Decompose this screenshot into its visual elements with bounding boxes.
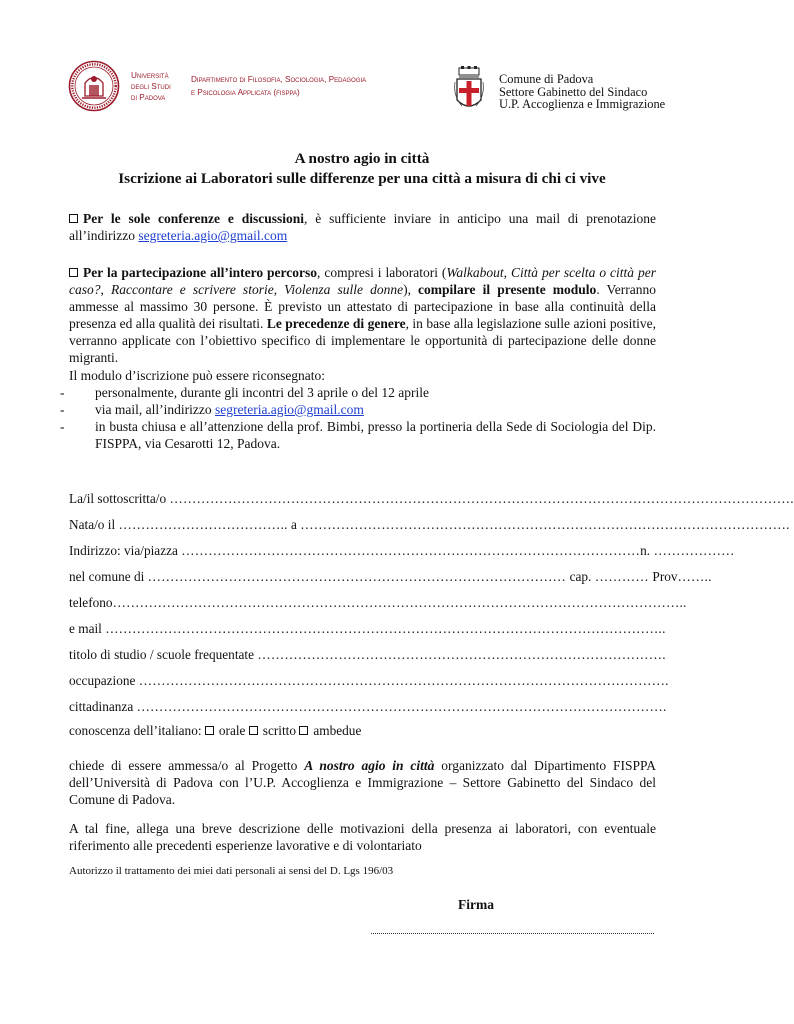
checkbox-ambedue[interactable] <box>299 726 308 735</box>
department-name: Dipartimento di Filosofia, Sociologia, Pedagogia e Psicologia Applicata (fisppa) <box>191 75 367 97</box>
checkbox-orale[interactable] <box>205 726 214 735</box>
privacy-consent: Autorizzo il trattamento dei miei dati personali ai sensi del D. Lgs 196/03 <box>69 865 394 877</box>
field-nato[interactable]: Nata/o il ……………………………….. a ………………………………………………………………………………………………. <box>69 517 790 532</box>
list-item: - in busta chiusa e all’attenzione della prof. Bimbi, presso la portineria della Sede di Sociologia del Dip. FISPPA, via Cesarotti 12, Padova. <box>60 419 656 451</box>
field-titolo-studio[interactable]: titolo di studio / scuole frequentate ………………………………………………………………………………. <box>69 647 666 662</box>
checkbox-icon <box>69 268 78 277</box>
padova-crest-icon <box>454 66 484 114</box>
checkbox-icon <box>69 214 78 223</box>
delivery-intro: Il modulo d’iscrizione può essere riconsegnato: <box>69 368 326 383</box>
list-item: - via mail, all’indirizzo segreteria.agio@gmail.com <box>60 402 364 417</box>
university-seal-icon <box>68 60 120 112</box>
field-sottoscritto[interactable]: La/il sottoscritta/o …………………………………………………………………………………………………………………………. <box>69 491 794 506</box>
field-comune[interactable]: nel comune di ………………………………………………………………………………… cap. ………… Prov…….. <box>69 569 712 584</box>
signature-line[interactable] <box>371 933 654 934</box>
percorso-paragraph: Per la partecipazione all’intero percorso, compresi i laboratori (Walkabout, Città per scelta o città per caso?, Raccontare e scrivere storie, Violenza sulle donne), compilare il presente modulo. Verranno ammesse al massimo 30 persone. È previsto un attestato di partecipazione in base alla continuità della presenza ed alla qualità dei risultati. Le precedenze di genere, in base alla legislazione sulle azioni positive, verranno applicate con l’obiettivo specifico di implementare le opportunità di partecipazione delle donne migranti. <box>69 265 657 365</box>
list-item: - personalmente, durante gli incontri del 3 aprile o del 12 aprile <box>60 385 430 400</box>
field-indirizzo[interactable]: Indirizzo: via/piazza …………………………………………………………………………………………n. ……………… <box>69 543 735 558</box>
allega-paragraph: A tal fine, allega una breve descrizione delle motivazioni della presenza ai laboratori, con eventuale riferimento alle precedenti esperienze lavorative e di volontariato <box>69 821 656 853</box>
field-cittadinanza[interactable]: cittadinanza ………………………………………………………………………………………………………. <box>69 699 667 714</box>
field-occupazione[interactable]: occupazione ………………………………………………………………………………………………………. <box>69 673 669 688</box>
conferences-paragraph: Per le sole conferenze e discussioni, è sufficiente inviare in anticipo una mail di prenotazione all’indirizzo segreteria.agio@gmail.com <box>69 211 657 243</box>
signature-label: Firma <box>458 897 494 912</box>
field-italiano: conoscenza dell’italiano: orale scritto ambedue <box>69 723 362 738</box>
email-link[interactable]: segreteria.agio@gmail.com <box>138 228 288 243</box>
richiesta-paragraph: chiede di essere ammessa/o al Progetto A nostro agio in città organizzato dal Dipartimento FISPPA dell’Università di Padova con l’U.P. Accoglienza e Immigrazione – Settore Gabinetto del Sindaco del Comune di Padova. <box>69 758 657 807</box>
field-email[interactable]: e mail …………………………………………………………………………………………………………….. <box>69 621 666 636</box>
delivery-list <box>60 384 656 452</box>
checkbox-scritto[interactable] <box>249 726 258 735</box>
email-link[interactable]: segreteria.agio@gmail.com <box>214 402 364 417</box>
document-title: A nostro agio in città <box>294 150 430 167</box>
field-telefono[interactable]: telefono……………………………………………………………………………………………………………….. <box>69 595 687 610</box>
university-name: Università degli Studi di Padova <box>131 71 171 102</box>
document-subtitle: Iscrizione ai Laboratori sulle differenze per una città a misura di chi ci vive <box>118 170 606 187</box>
comune-header: Comune di Padova Settore Gabinetto del Sindaco U.P. Accoglienza e Immigrazione <box>499 72 666 111</box>
